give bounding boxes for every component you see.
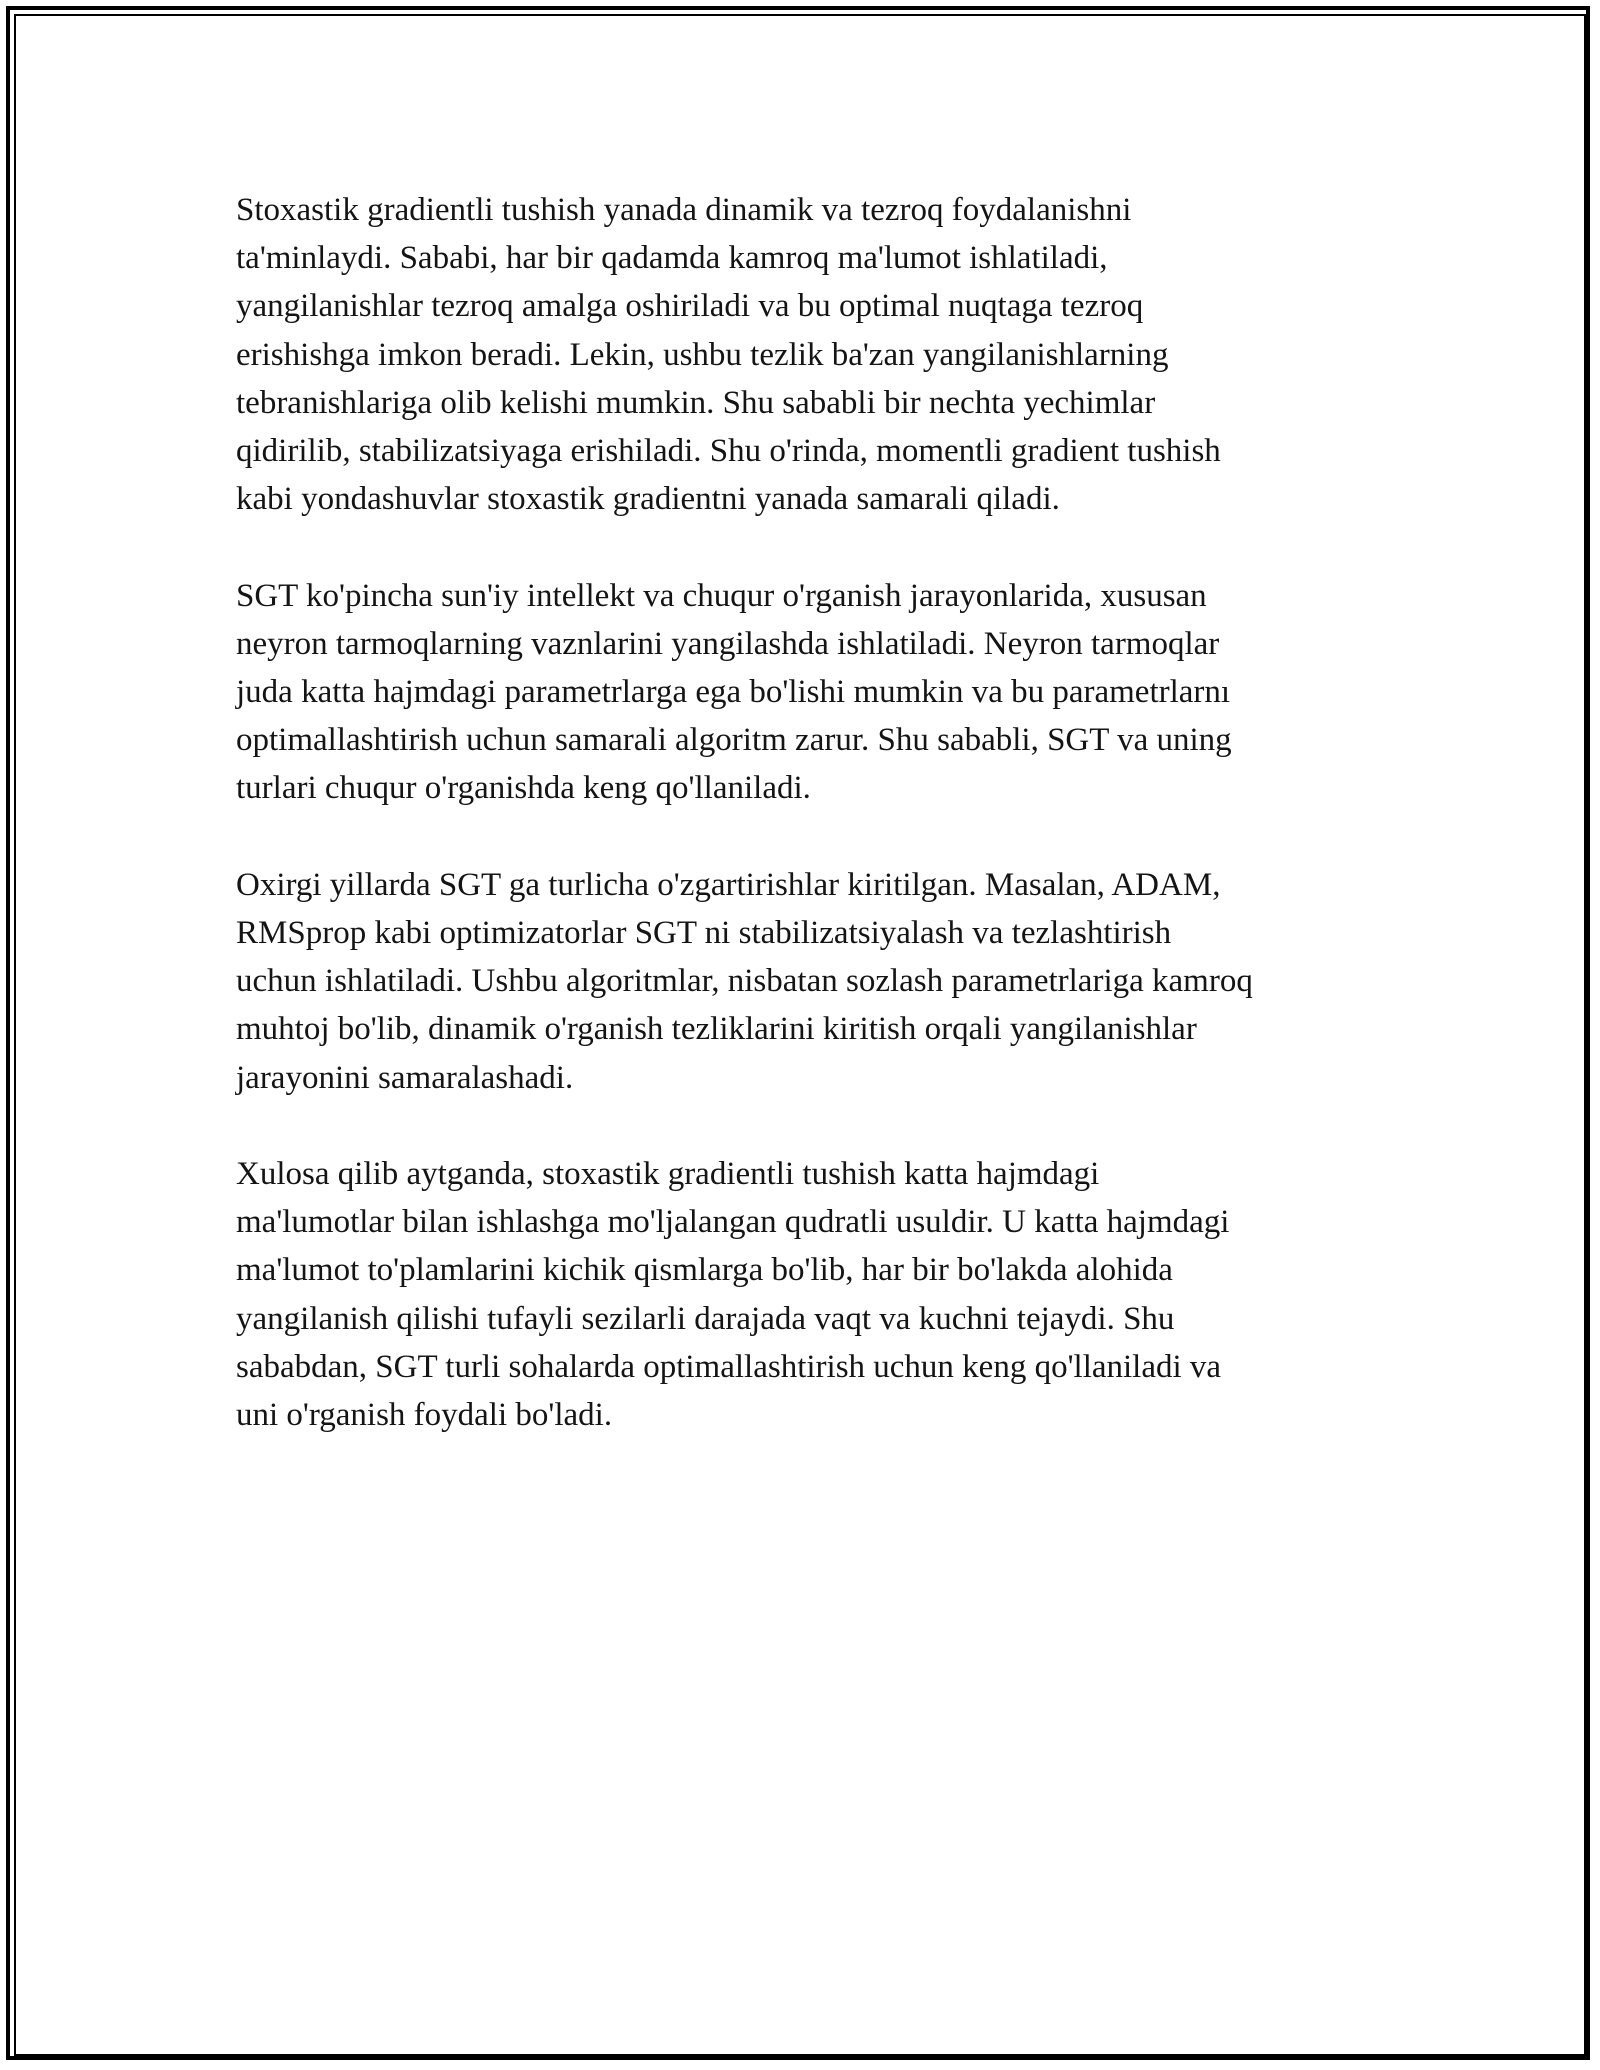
- document-body: [236, 186, 1386, 1487]
- paragraph-3: Oxirgi yillarda SGT ga turlicha o'zgartirishlar kiritilgan. Masalan, ADAM, RMSprop kabi optimizatorlar SGT ni stabilizatsiyalash va tezlashtirish uchun ishlatiladi. Ushbu algoritmlar, nisbatan sozlash parametrlariga kamroq muhtoj bo'lib, dinamik o'rganish tezliklarini kiritish orqali yangilanishlar jarayonini samaralashadi.: [236, 866, 1253, 1096]
- paragraph-1: Stoxastik gradientli tushish yanada dinamik va tezroq foydalanishni ta'minlaydi. Sababi, har bir qadamda kamroq ma'lumot ishlatiladi, yangilanishlar tezroq amalga oshiriladi va bu optimal nuqtaga tezroq erishishga imkon beradi. Lekin, ushbu tezlik ba'zan yangilanishlarning tebranishlariga olib kelishi mumkin. Shu sababli bir nechta yechimlar qidirilib, stabilizatsiyaga erishiladi. Shu o'rinda, momentli gradient tushish kabi yondashuvlar stoxastik gradientni yanada samarali qiladi.: [236, 192, 1221, 518]
- paragraph-2: SGT ko'pincha sun'iy intellekt va chuqur o'rganish jarayonlarida, xususan neyron tarmoqlarning vaznlarini yangilashda ishlatiladi. Neyron tarmoqlar juda katta hajmdagi parametrlarga ega bo'lishi mumkin va bu parametrlarnı optimallashtirish uchun samarali algoritm zarur. Shu sababli, SGT va uning turlari chuqur o'rganishda keng qo'llaniladi.: [236, 577, 1232, 807]
- paragraph-4: Xulosa qilib aytganda, stoxastik gradientli tushish katta hajmdagi ma'lumotlar bilan ishlashga mo'ljalangan qudratli usuldir. U katta hajmdagi ma'lumot to'plamlarini kichik qismlarga bo'lib, har bir bo'lakda alohida yangilanish qilishi tufayli sezilarli darajada vaqt va kuchni tejaydi. Shu sababdan, SGT turli sohalarda optimallashtirish uchun keng qo'llaniladi va uni o'rganish foydali bo'ladi.: [236, 1156, 1230, 1434]
